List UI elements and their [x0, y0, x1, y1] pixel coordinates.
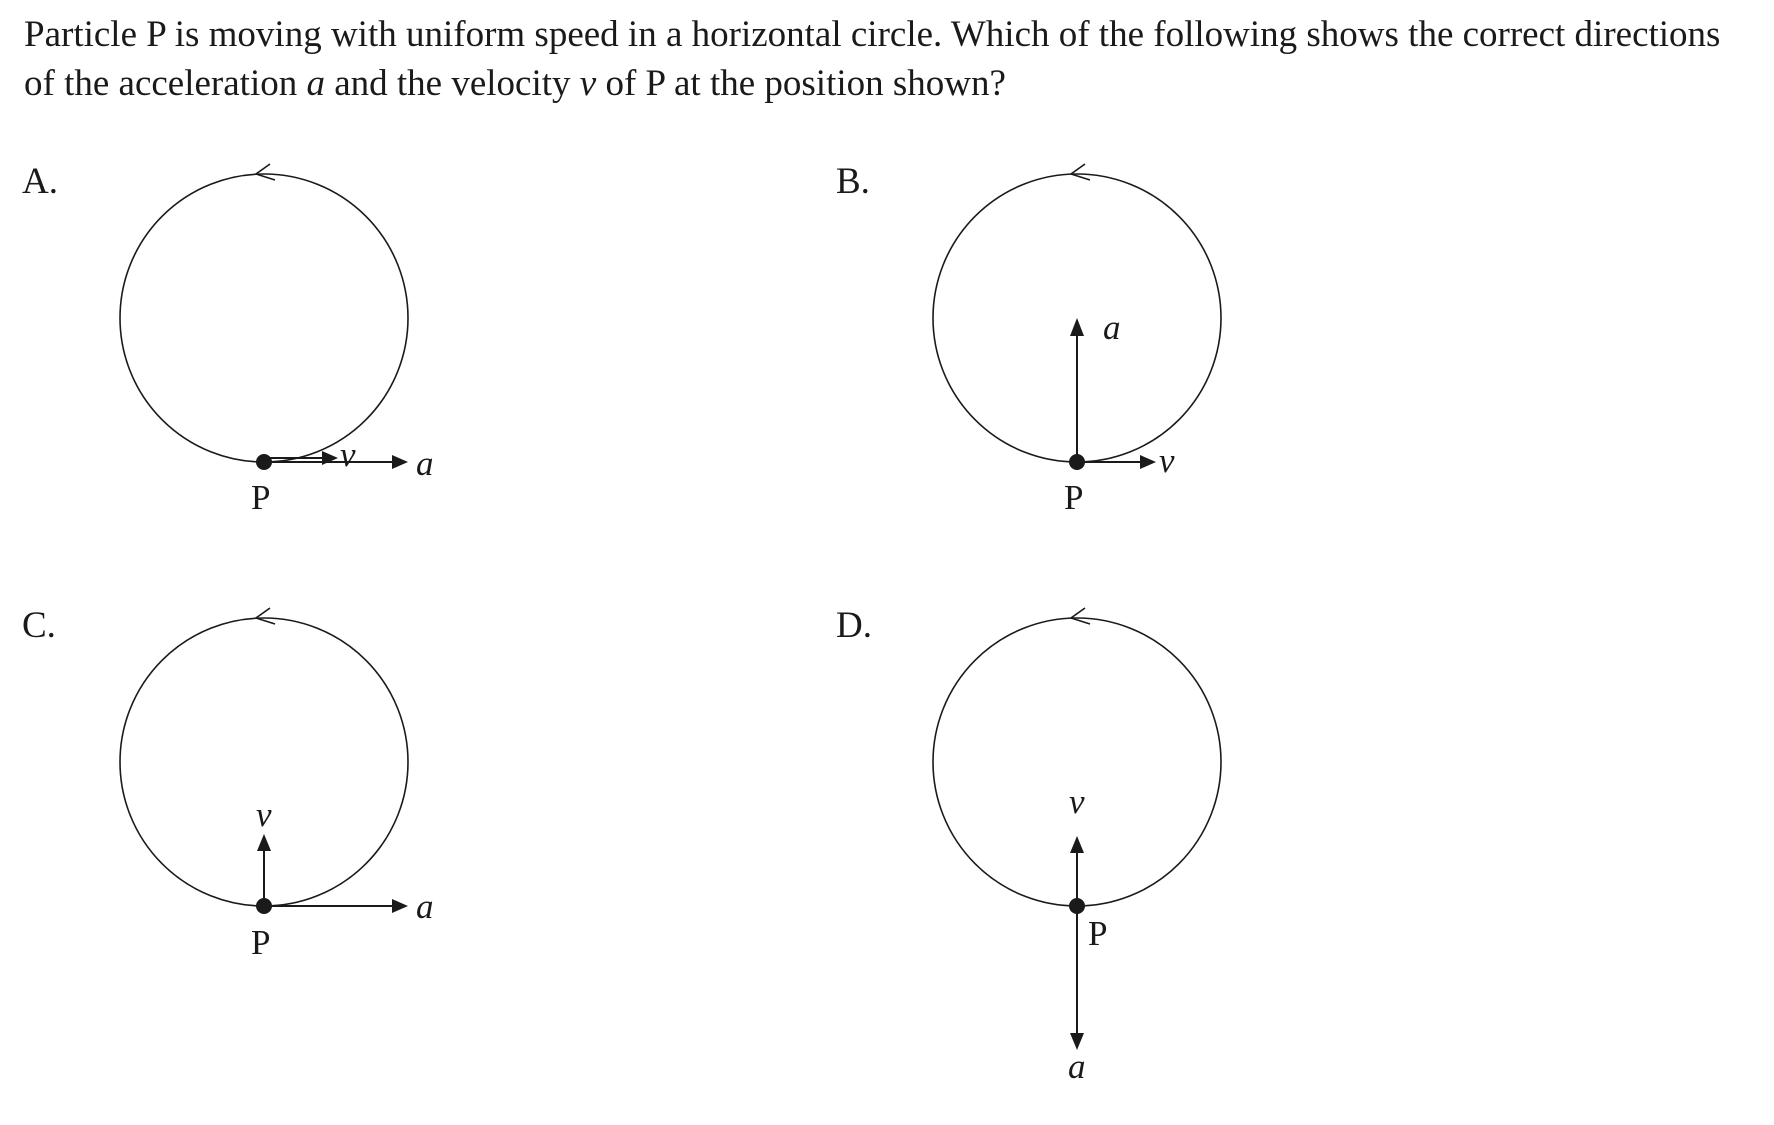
option-c-direction-arrow-icon [256, 608, 275, 624]
option-d-letter: D. [836, 605, 872, 646]
option-c-velocity-arrowhead [257, 834, 271, 851]
option-d-velocity-label: v [1069, 782, 1085, 821]
option-d-direction-arrow-icon [1071, 608, 1090, 624]
option-b-direction-arrow-icon [1071, 164, 1090, 180]
option-c-particle-dot [256, 898, 272, 914]
option-c[interactable] [22, 605, 434, 962]
option-c-velocity-label: v [256, 795, 272, 834]
option-a-letter: A. [22, 161, 58, 202]
option-a-direction-arrow-icon [256, 164, 275, 180]
option-b-velocity-label: v [1159, 441, 1175, 480]
option-d-acceleration-label: a [1068, 1047, 1086, 1086]
option-a-velocity-label: v [340, 435, 356, 474]
option-d-point-label: P [1088, 914, 1108, 953]
option-a-particle-dot [256, 454, 272, 470]
option-d-particle-dot [1069, 898, 1085, 914]
option-b[interactable] [836, 161, 1221, 517]
option-b-point-label: P [1064, 478, 1084, 517]
option-c-acceleration-arrowhead [392, 899, 408, 913]
option-a-acceleration-arrowhead [392, 455, 408, 469]
option-d[interactable] [836, 605, 1221, 1086]
option-b-acceleration-arrowhead [1070, 318, 1084, 336]
option-b-particle-dot [1069, 454, 1085, 470]
question-part-3: of P at the position shown? [596, 63, 1006, 104]
question-part-2: and the velocity [324, 63, 580, 104]
velocity-symbol: v [579, 63, 597, 104]
option-d-velocity-arrowhead [1070, 836, 1084, 853]
option-a[interactable] [22, 161, 434, 517]
option-a-point-label: P [251, 478, 271, 517]
option-b-letter: B. [836, 161, 870, 202]
option-b-velocity-arrowhead [1140, 455, 1156, 469]
option-a-circle [120, 174, 408, 462]
option-a-acceleration-label: a [416, 444, 434, 483]
option-c-acceleration-label: a [416, 887, 434, 926]
question-part-1: Particle P is moving with uniform speed in a horizontal circle. Which of the following shows the correct directions of the acceleration [24, 14, 1721, 104]
option-c-letter: C. [22, 605, 56, 646]
option-b-acceleration-label: a [1103, 308, 1121, 347]
option-c-point-label: P [251, 923, 271, 962]
acceleration-symbol: a [306, 63, 325, 104]
